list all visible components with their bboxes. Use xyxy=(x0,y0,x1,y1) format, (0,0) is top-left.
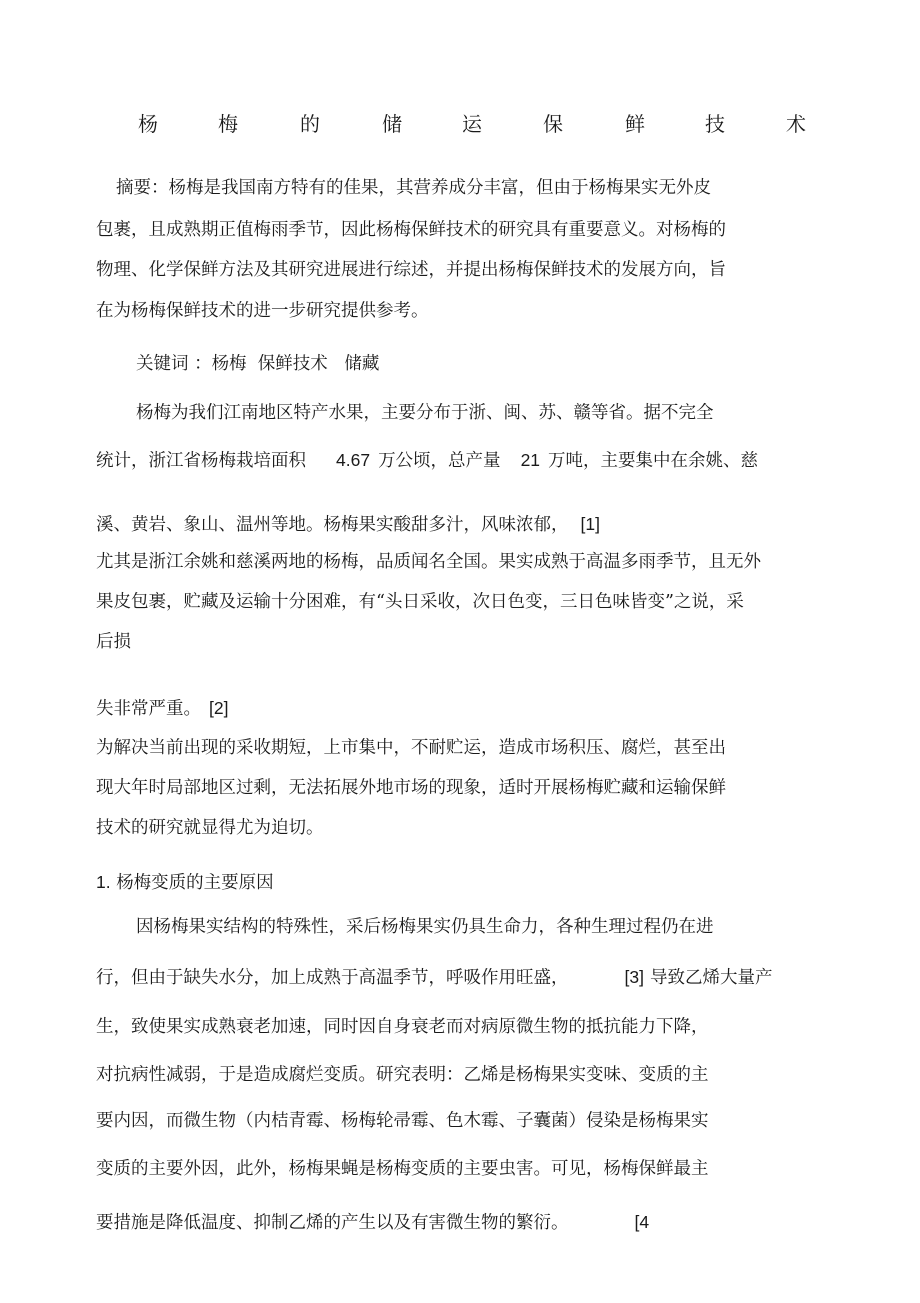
text-run: 溪、黄岩、象山、温州等地。杨梅果实酸甜多汁，风味浓郁， xyxy=(96,515,569,535)
body-line: 因杨梅果实结构的特殊性，采后杨梅果实仍具生命力，各种生理过程仍在进 xyxy=(136,917,714,937)
title-char: 术 xyxy=(786,112,806,136)
title-char: 的 xyxy=(300,112,320,136)
citation: [2] xyxy=(209,698,229,718)
body-line: 变质的主要外因，此外，杨梅果蝇是杨梅变质的主要虫害。可见，杨梅保鲜最主 xyxy=(96,1159,709,1179)
text-run: 万吨，主要集中在余姚、慈 xyxy=(548,451,759,471)
body-line xyxy=(96,696,228,721)
body-line: 生，致使果实成熟衰老加速，同时因自身衰老而对病原微生物的抵抗能力下降， xyxy=(96,1017,709,1037)
citation: [3] xyxy=(624,967,644,987)
title-char: 运 xyxy=(462,112,482,136)
keywords-label: 关键词 ： xyxy=(136,354,212,374)
abstract-line: 包裹，且成熟期正值梅雨季节，因此杨梅保鲜技术的研究具有重要意义。对杨梅的 xyxy=(96,220,726,240)
keyword: 杨梅 xyxy=(211,354,247,374)
abstract-line: 在为杨梅保鲜技术的进一步研究提供参考。 xyxy=(96,301,429,321)
body-line: 后损 xyxy=(96,632,131,652)
title-char: 鲜 xyxy=(625,112,645,136)
number: 21 xyxy=(520,450,541,470)
citation: [4 xyxy=(634,1212,650,1232)
title-char: 保 xyxy=(543,112,563,136)
body-line: 技术的研究就显得尤为迫切。 xyxy=(96,818,324,838)
body-line xyxy=(96,965,772,990)
text-run: 要措施是降低温度、抑制乙烯的产生以及有害微生物的繁衍。 xyxy=(96,1213,569,1233)
section-title: 杨梅变质的主要原因 xyxy=(116,873,274,893)
body-line: 果皮包裹，贮藏及运输十分困难，有“头日采收，次日色变，三日色味皆变”之说，采 xyxy=(96,592,744,612)
abstract-line: 摘要：杨梅是我国南方特有的佳果，其营养成分丰富，但由于杨梅果实无外皮 xyxy=(116,178,711,198)
text-run: 统计，浙江省杨梅栽培面积 xyxy=(96,451,306,471)
text-run: 导致乙烯大量产 xyxy=(649,968,773,988)
body-line: 为解决当前出现的采收期短，上市集中，不耐贮运，造成市场积压、腐烂，甚至出 xyxy=(96,738,726,758)
title-char: 技 xyxy=(705,112,725,136)
body-line: 现大年时局部地区过剩，无法拓展外地市场的现象，适时开展杨梅贮藏和运输保鲜 xyxy=(96,778,726,798)
title-char: 储 xyxy=(382,112,402,136)
body-line: 杨梅为我们江南地区特产水果，主要分布于浙、闽、苏、赣等省。据不完全 xyxy=(136,403,714,423)
body-line: 对抗病性减弱，于是造成腐烂变质。研究表明：乙烯是杨梅果实变味、变质的主 xyxy=(96,1065,709,1085)
section-heading xyxy=(96,870,274,895)
keyword: 保鲜技术 xyxy=(257,354,328,374)
citation: [1] xyxy=(580,514,600,534)
text-run: 失非常严重。 xyxy=(96,699,201,719)
body-line: 尤其是浙江余姚和慈溪两地的杨梅，品质闻名全国。果实成熟于高温多雨季节，且无外 xyxy=(96,552,761,572)
keyword: 储藏 xyxy=(344,354,380,374)
body-line xyxy=(96,448,758,473)
keywords-line xyxy=(136,352,379,376)
text-run: 行，但由于缺失水分，加上成熟于高温季节，呼吸作用旺盛， xyxy=(96,968,569,988)
title-char: 杨 xyxy=(138,112,158,136)
title-char: 梅 xyxy=(218,112,238,136)
body-line: 要内因，而微生物（内桔青霉、杨梅轮帚霉、色木霉、子囊菌）侵染是杨梅果实 xyxy=(96,1111,709,1131)
body-line xyxy=(96,1210,649,1235)
text-run: 万公顷，总产量 xyxy=(378,451,501,471)
number: 4.67 xyxy=(336,450,371,470)
abstract-line: 物理、化学保鲜方法及其研究进展进行综述，并提出杨梅保鲜技术的发展方向，旨 xyxy=(96,260,726,280)
body-line xyxy=(96,512,600,537)
section-number: 1. xyxy=(96,872,111,892)
